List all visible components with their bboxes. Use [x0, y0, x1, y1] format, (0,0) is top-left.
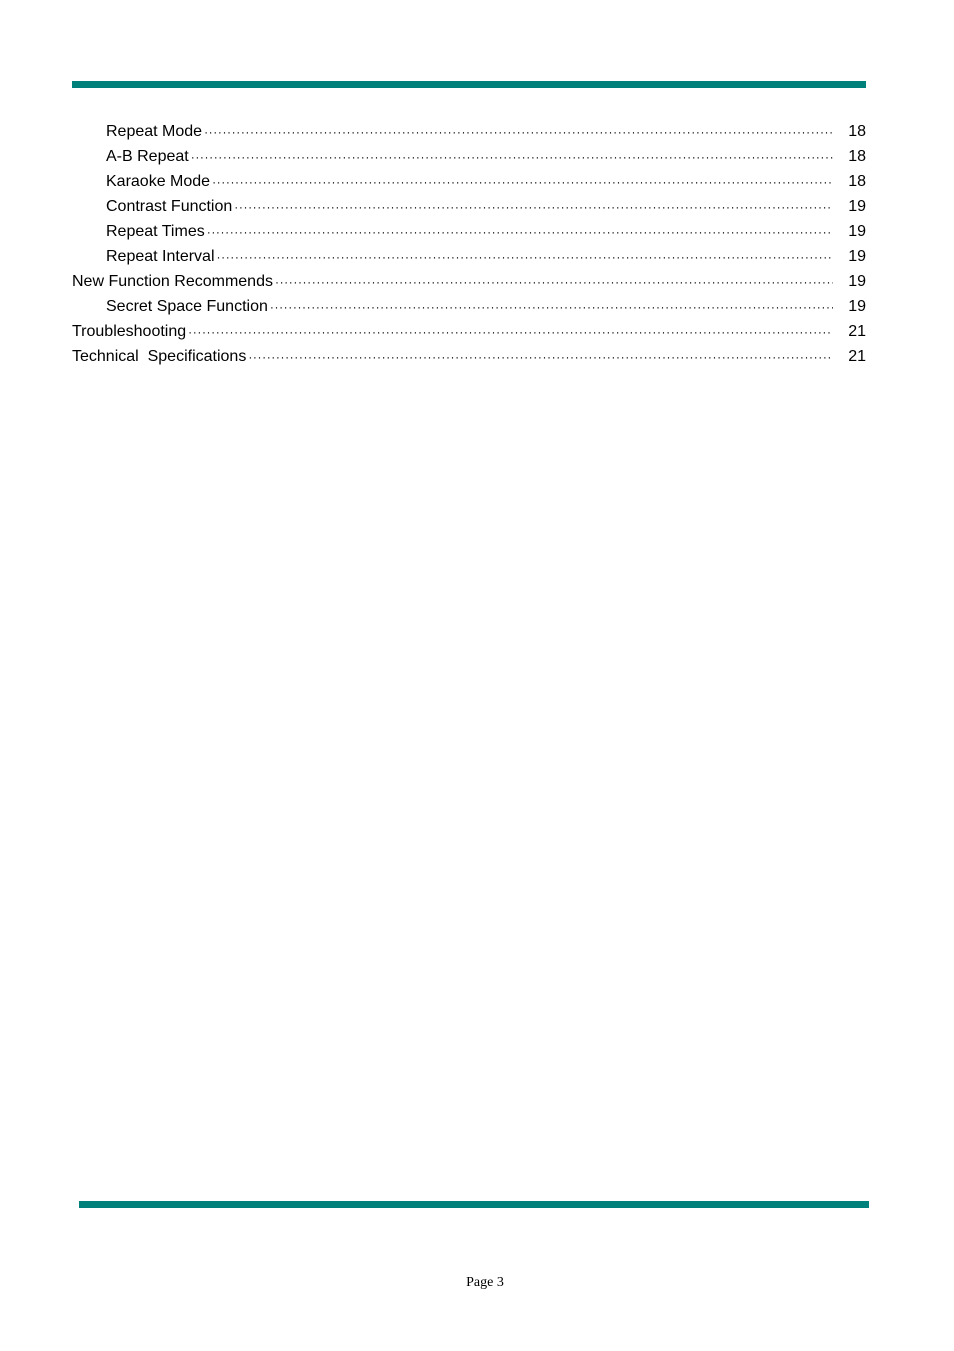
- toc-dot-leader: [204, 125, 833, 139]
- toc-entry-label: A-B Repeat: [106, 148, 189, 165]
- toc-entry-page: 18: [848, 173, 866, 190]
- toc-dot-leader: [207, 225, 833, 239]
- page-number: Page 3: [466, 1275, 504, 1290]
- toc-dot-leader: [270, 300, 833, 314]
- toc-entry-label: Karaoke Mode: [106, 173, 211, 190]
- toc-entry-label: Contrast Function: [106, 198, 233, 215]
- toc-entry-page: 19: [848, 298, 866, 315]
- toc-entry-secret-space-function[interactable]: [72, 298, 866, 323]
- toc-entry-label: Technical Specifications: [72, 348, 247, 365]
- header-rule: [72, 81, 866, 88]
- toc-entry-new-function-recommends[interactable]: [72, 273, 866, 298]
- toc-entry-page: 18: [848, 123, 866, 140]
- toc-dot-leader: [217, 250, 833, 264]
- toc-dot-leader: [234, 200, 833, 214]
- toc-entry-repeat-interval[interactable]: [72, 248, 866, 273]
- toc-entry-repeat-mode[interactable]: [72, 123, 866, 148]
- toc-entry-label: Secret Space Function: [106, 298, 268, 315]
- toc-entry-label: Repeat Mode: [106, 123, 203, 140]
- toc-entry-page: 19: [848, 248, 866, 265]
- toc-entry-page: 19: [848, 223, 866, 240]
- toc-entry-repeat-times[interactable]: [72, 223, 866, 248]
- toc-entry-page: 21: [848, 323, 866, 340]
- toc-entry-label: Troubleshooting: [72, 323, 187, 340]
- toc-dot-leader: [191, 150, 833, 164]
- toc-entry-ab-repeat[interactable]: [72, 148, 866, 173]
- toc-entry-label: Repeat Interval: [106, 248, 215, 265]
- toc-entry-page: 18: [848, 148, 866, 165]
- toc-entry-page: 21: [848, 348, 866, 365]
- toc-dot-leader: [212, 175, 833, 189]
- toc-entry-page: 19: [848, 198, 866, 215]
- toc-entry-technical-specifications[interactable]: [72, 348, 866, 373]
- footer-rule: [79, 1201, 869, 1208]
- toc-entry-contrast-function[interactable]: [72, 198, 866, 223]
- toc-entry-page: 19: [848, 273, 866, 290]
- toc-entry-karaoke-mode[interactable]: [72, 173, 866, 198]
- toc-dot-leader: [248, 350, 833, 364]
- table-of-contents: [72, 123, 866, 373]
- toc-dot-leader: [275, 275, 833, 289]
- toc-dot-leader: [188, 325, 833, 339]
- toc-entry-label: New Function Recommends: [72, 273, 273, 290]
- toc-entry-label: Repeat Times: [106, 223, 205, 240]
- toc-entry-troubleshooting[interactable]: [72, 323, 866, 348]
